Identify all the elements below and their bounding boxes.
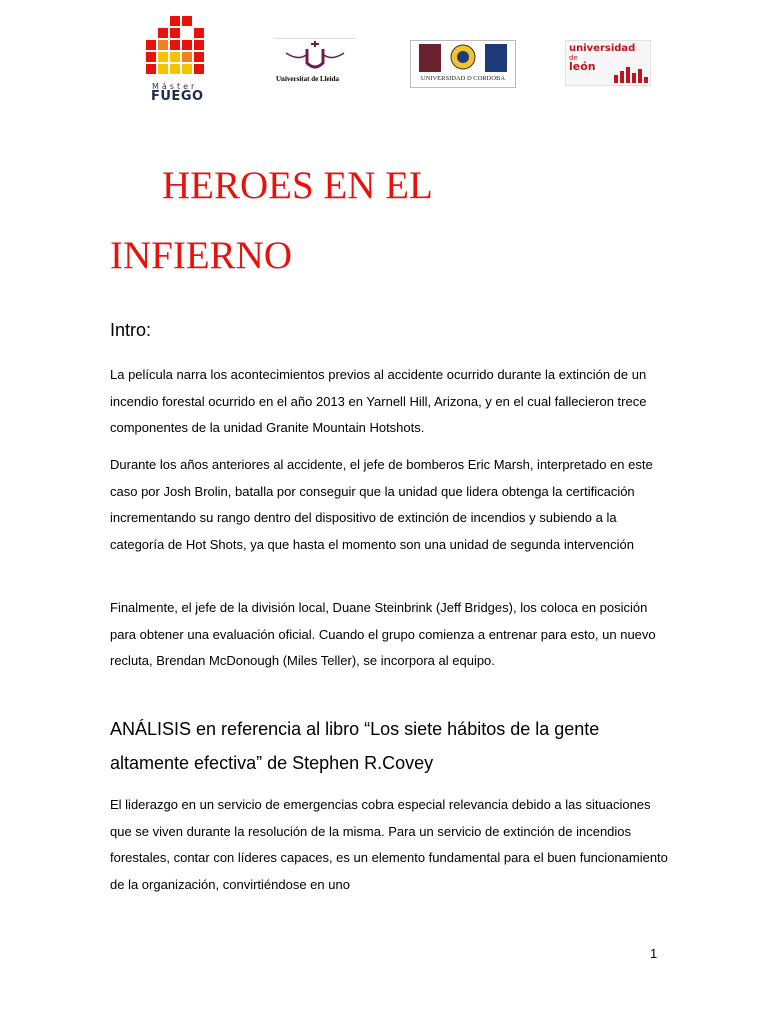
paragraph-3: Finalmente, el jefe de la división local, Duane Steinbrink (Jeff Bridges), los coloca en posición para obtener una evaluación oficial. Cuando el grupo comienza a entrenar para esto, un nuevo recluta, Brendan McDonough (Miles Teller), se incorpora al equipo.	[110, 600, 656, 668]
cordoba-crest-icon	[411, 41, 515, 75]
leon-bars-icon	[614, 63, 648, 83]
document-title-line2: INFIERNO	[110, 234, 292, 277]
fuego-label: FUEGO	[151, 89, 204, 104]
master-label: Máster	[152, 82, 198, 91]
leon-line2: de	[569, 54, 578, 62]
cordoba-name: UNIVERSIDAD D CORDOBA	[420, 75, 506, 82]
paragraph-1: La película narra los acontecimientos previos al accidente ocurrido durante la extinción de un incendio forestal ocurrido en el año 2013 en Yarnell Hill, Arizona, y en el cual fallecieron trece componentes de la unidad Granite Mountain Hotshots.	[110, 367, 647, 435]
lleida-name: Universitat de Lleida	[276, 75, 339, 83]
analisis-paragraph: El liderazgo en un servicio de emergencias cobra especial relevancia debido a las situaciones que se viven durante la resolución de la misma. Para un servicio de extinción de incendios forestales, contar con líderes capaces, es un elemento fundamental para el buen funcionamiento de la organización, convirtiéndose en uno	[110, 797, 668, 892]
master-fuego-logo	[142, 16, 212, 104]
leon-line3: león	[569, 60, 596, 73]
universidad-leon-logo	[565, 40, 651, 86]
intro-heading: Intro:	[110, 320, 152, 340]
universidad-cordoba-logo	[410, 40, 516, 88]
analisis-heading: ANÁLISIS en referencia al libro “Los siete hábitos de la gente altamente efectiva” de Stephen R.Covey	[110, 719, 600, 773]
page-number: 1	[650, 946, 658, 961]
lleida-crest-icon	[274, 39, 356, 75]
document-title-line1: HEROES EN EL	[162, 164, 433, 207]
paragraph-2: Durante los años anteriores al accidente, el jefe de bomberos Eric Marsh, interpretado en este caso por Josh Brolin, batalla por conseguir que la unidad que lidera obtenga la certificación incrementando su rango dentro del dispositivo de extinción de incendios y subiendo a la categoría de Hot Shots, ya que hasta el momento son una unidad de segunda intervención	[110, 457, 653, 552]
universitat-lleida-logo	[274, 38, 356, 89]
leon-line1: universidad	[569, 43, 636, 54]
